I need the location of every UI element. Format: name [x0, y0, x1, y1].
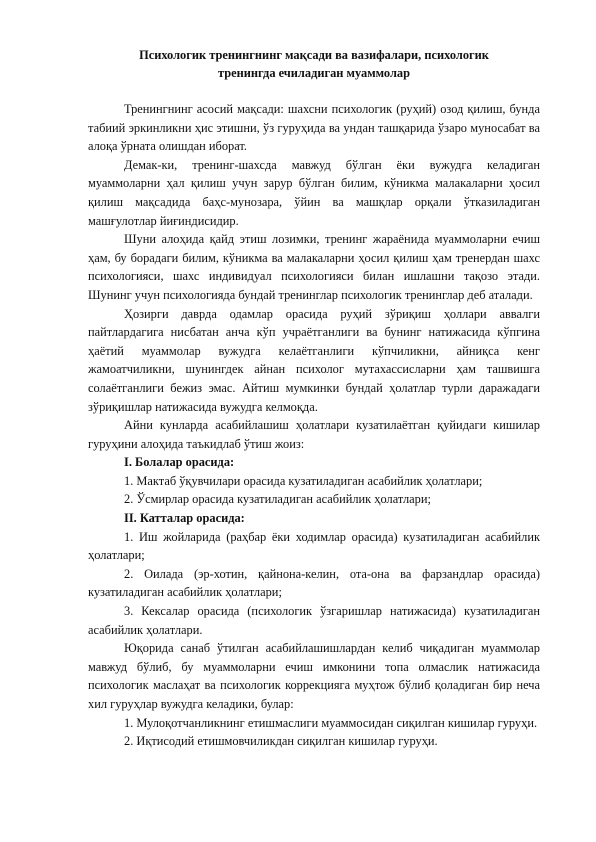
section-heading: I. Болалар орасида: [124, 455, 235, 470]
body-paragraph: Айни кунларда асабийлашиш ҳолатлари кузатилаётган қуйидаги кишилар гуруҳини алоҳида таъкидлаб ўтиш жоиз: [88, 418, 540, 451]
body-paragraph: 1. Иш жойларида (раҳбар ёки ходимлар орасида) кузатиладиган асабийлик ҳолатлари; [88, 529, 540, 563]
document-body [88, 100, 540, 751]
title-line-2: тренингда ечиладиган муаммолар [218, 66, 410, 80]
section-heading: II. Катталар орасида: [124, 511, 245, 526]
body-paragraph: 2. Оилада (эр-хотин, қайнона-келин, ота-она ва фарзандлар орасида) кузатиладиган асабийлик ҳолатлари; [88, 566, 540, 600]
body-paragraph: Юқорида санаб ўтилган асабийлашишлардан келиб чиқадиган муаммолар мавжуд бўлиб, бу муаммоларни ечиш имконини топа олмаслик натижасида психологик маслаҳат ва психологик коррекцияга муҳтож бўлиб қоладиган бир неча хил гуруҳлар вужудга келадики, булар: [88, 641, 540, 711]
body-paragraph: Тренингнинг асосий мақсади: шахсни психологик (руҳий) озод қилиш, бунда табиий эркинликни ҳис этишни, ўз гуруҳида ва ундан ташқарида ўзаро муносабат ва алоқа ўрната олишдан иборат. [88, 102, 540, 154]
body-paragraph: Демак-ки, тренинг-шахсда мавжуд бўлган ёки вужудга келадиган муаммоларни ҳал қилиш учун зарур бўлган билим, кўникма малакаларни ҳосил қилиш мақсадида баҳс-мунозара, ўйин ва машқлар орқали ўтказиладиган машғулотлар йиғиндисидир. [88, 157, 540, 228]
body-paragraph: 2. Иқтисодий етишмовчиликдан сиқилган кишилар гуруҳи. [124, 734, 438, 749]
title-line-1: Психологик тренингнинг мақсади ва вазифалари, психологик [139, 48, 489, 62]
body-paragraph: 1. Мактаб ўқувчилари орасида кузатиладиган асабийлик ҳолатлари; [124, 473, 483, 488]
body-paragraph: Шуни алоҳида қайд этиш лозимки, тренинг жараёнида муаммоларни ечиш ҳам, бу борадаги билим, кўникма ва малакаларни ҳосил қилиш ҳам тренердан шахс психологияси, шахс индивидуал психологияси билан ишлашни тақозо этади. Шунинг учун психологияда бундай тренинглар психологик тренинглар деб аталади. [88, 232, 540, 302]
body-paragraph: Ҳозирги даврда одамлар орасида руҳий зўриқиш ҳоллари аввалги пайтлардагига нисбатан анча кўп учраётганлиги ва бунинг натижасида кўпгина ҳаётий муаммолар вужудга келаётганлиги кўпчиликни, айниқса кенг жамоатчиликни, шунингдек айнан психолог мутахассисларни ҳам ташвишга солаётганлиги бежиз эмас. Айтиш мумкинки бундай ҳолатлар турли даражадаги зўриқишлар натижасида вужудга келмоқда. [88, 306, 540, 414]
document-page [88, 46, 540, 751]
body-paragraph: 2. Ўсмирлар орасида кузатиладиган асабийлик ҳолатлари; [124, 492, 431, 507]
body-paragraph: 3. Кексалар орасида (психологик ўзгаришлар натижасида) кузатиладиган асабийлик ҳолатлари. [88, 604, 540, 637]
document-title [88, 46, 540, 82]
body-paragraph: 1. Мулоқотчанликнинг етишмаслиги муаммосидан сиқилган кишилар гуруҳи. [124, 715, 538, 730]
